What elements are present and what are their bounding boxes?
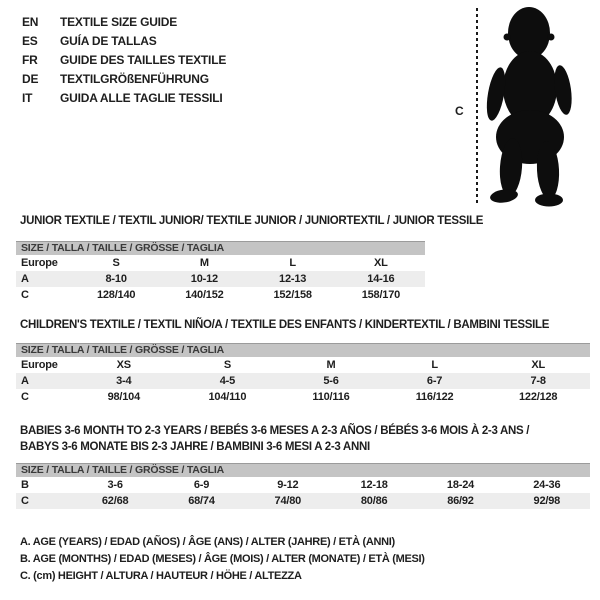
- section-title-line: BABIES 3-6 MONTH TO 2-3 YEARS / BEBÉS 3-6 MESES A 2-3 AÑOS / BÉBÉS 3-6 MOIS À 2-3 ANS /: [20, 425, 530, 437]
- section-title-babies: [20, 423, 529, 455]
- table-cell: 5-6: [323, 375, 339, 387]
- table-cell: 68/74: [188, 495, 215, 507]
- table-row: [16, 389, 590, 405]
- table-cell: S: [112, 257, 120, 269]
- table-header-bar: SIZE / TALLA / TAILLE / GRÖSSE / TAGLIA: [16, 463, 590, 477]
- lang-title: GUIDE DES TAILLES TEXTILE: [60, 53, 227, 67]
- table-cell: 9-12: [277, 479, 299, 491]
- lang-code: EN: [22, 15, 39, 29]
- table-row: [16, 477, 590, 493]
- table-cell: 10-12: [190, 273, 218, 285]
- height-measure-figure: [450, 4, 598, 210]
- row-label: A: [21, 375, 29, 387]
- row-label: A: [21, 273, 29, 285]
- row-label: C: [21, 289, 29, 301]
- table-header-bar: SIZE / TALLA / TAILLE / GRÖSSE / TAGLIA: [16, 343, 590, 357]
- measure-label-c: C: [455, 104, 464, 118]
- table-cell: 12-13: [279, 273, 307, 285]
- table-row: [16, 373, 590, 389]
- row-label: Europe: [21, 359, 58, 371]
- height-measure-line: [476, 8, 478, 206]
- table-cell: 12-18: [360, 479, 388, 491]
- table-cell: 104/110: [208, 391, 247, 403]
- table-cell: 14-16: [367, 273, 395, 285]
- table-cell: 4-5: [219, 375, 236, 387]
- table-cell: L: [431, 359, 438, 371]
- lang-title: TEXTILE SIZE GUIDE: [60, 15, 178, 29]
- size-table-babies: [16, 463, 590, 509]
- table-row: [16, 493, 590, 509]
- table-cell: 6-9: [193, 479, 210, 491]
- table-row: [16, 287, 425, 303]
- table-cell: 158/170: [361, 289, 401, 301]
- table-cell: M: [199, 257, 209, 269]
- table-cell: 140/152: [185, 289, 224, 301]
- table-cell: 110/116: [312, 391, 350, 403]
- section-title-line: CHILDREN'S TEXTILE / TEXTIL NIÑO/A / TEXTILE DES ENFANTS / KINDERTEXTIL / BAMBINI TESSILE: [20, 319, 550, 331]
- table-row: [16, 271, 425, 287]
- table-cell: 152/158: [273, 289, 312, 301]
- table-cell: 6-7: [426, 375, 443, 387]
- row-label: C: [21, 495, 29, 507]
- row-label: B: [21, 479, 29, 491]
- legend-line-a: A. AGE (YEARS) / EDAD (AÑOS) / ÂGE (ANS) / ALTER (JAHRE) / ETÀ (ANNI): [20, 536, 395, 548]
- table-cell: 74/80: [274, 495, 302, 507]
- section-title-line: BABYS 3-6 MONATE BIS 2-3 JAHRE / BAMBINI 3-6 MESI A 2-3 ANNI: [20, 441, 370, 453]
- table-cell: L: [289, 257, 296, 269]
- table-header-bar: SIZE / TALLA / TAILLE / GRÖSSE / TAGLIA: [16, 241, 425, 255]
- table-row: [16, 357, 590, 373]
- lang-row-en: [22, 13, 226, 32]
- legend-line-c: C. (cm) HEIGHT / ALTURA / HAUTEUR / HÖHE / ALTEZZA: [20, 570, 302, 582]
- table-cell: 3-6: [107, 479, 123, 491]
- lang-title: GUIDA ALLE TAGLIE TESSILI: [60, 91, 223, 105]
- lang-code: FR: [22, 53, 38, 67]
- table-cell: 7-8: [530, 375, 546, 387]
- table-cell: 86/92: [447, 495, 474, 507]
- lang-row-de: [22, 70, 226, 89]
- table-cell: 80/86: [360, 495, 388, 507]
- lang-title: GUÍA DE TALLAS: [60, 34, 157, 48]
- table-cell: 122/128: [518, 391, 558, 403]
- lang-code: IT: [22, 91, 33, 105]
- lang-row-it: [22, 89, 226, 108]
- row-label: C: [21, 391, 29, 403]
- table-cell: XS: [116, 359, 131, 371]
- size-table-junior: [16, 241, 425, 303]
- table-cell: 98/104: [107, 391, 141, 403]
- table-cell: S: [223, 359, 231, 371]
- section-title-junior: [20, 213, 483, 229]
- table-cell: 3-4: [116, 375, 132, 387]
- lang-code: DE: [22, 72, 39, 86]
- row-label: Europe: [21, 257, 58, 269]
- section-title-line: JUNIOR TEXTILE / TEXTIL JUNIOR/ TEXTILE JUNIOR / JUNIORTEXTIL / JUNIOR TESSILE: [20, 215, 484, 227]
- table-cell: 8-10: [105, 273, 127, 285]
- lang-row-fr: [22, 51, 226, 70]
- table-cell: XL: [531, 359, 545, 371]
- size-table-children: [16, 343, 590, 405]
- table-cell: M: [326, 359, 336, 371]
- baby-silhouette-icon: [482, 4, 577, 209]
- table-cell: 116/122: [415, 391, 454, 403]
- table-cell: 92/98: [533, 495, 561, 507]
- legend: [20, 534, 425, 585]
- table-cell: 24-36: [533, 479, 561, 491]
- table-cell: XL: [374, 257, 388, 269]
- lang-row-es: [22, 32, 226, 51]
- lang-code: ES: [22, 34, 38, 48]
- lang-title: TEXTILGRÖßENFÜHRUNG: [60, 72, 209, 86]
- table-row: [16, 255, 425, 271]
- section-title-children: [20, 317, 549, 333]
- table-cell: 62/68: [101, 495, 129, 507]
- legend-line-b: B. AGE (MONTHS) / EDAD (MESES) / ÂGE (MOIS) / ALTER (MONATE) / ETÀ (MESI): [20, 553, 425, 565]
- table-cell: 18-24: [446, 479, 475, 491]
- language-list: [22, 13, 226, 108]
- table-cell: 128/140: [96, 289, 136, 301]
